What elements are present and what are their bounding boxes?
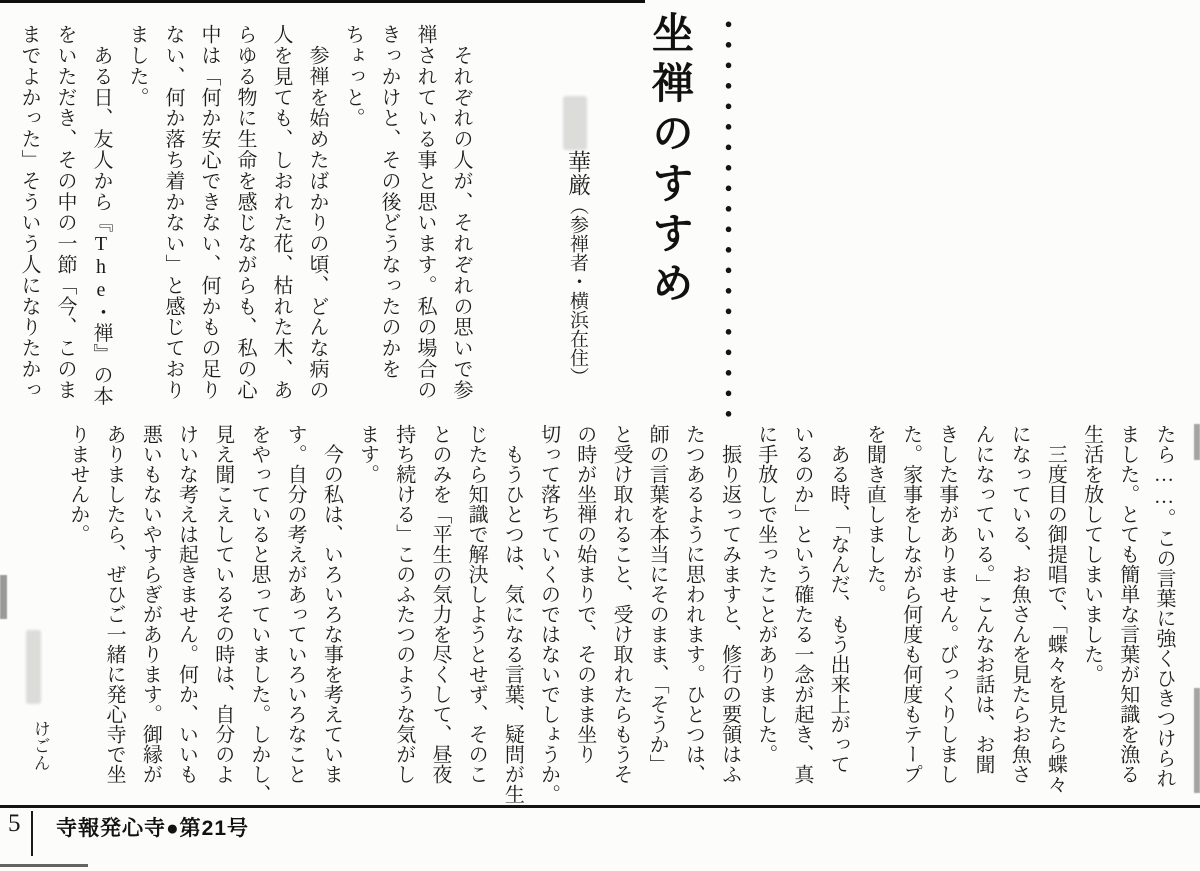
text-column: たら……。この言葉に強くひきつけられ (1153, 424, 1175, 788)
text-column: じたら知識で解決しようとせず、そのこ (465, 424, 488, 784)
footer-rule (0, 805, 1200, 808)
text-column: ある日、友人から『The・禅』の本 (90, 24, 112, 407)
text-column: ある時、「なんだ、もう出来上がって (827, 424, 850, 774)
text-column: ます。 (356, 424, 379, 484)
text-column: 振り返ってみますと、修行の要領はふ (718, 424, 741, 784)
text-column: を聞き直しました。 (863, 424, 886, 604)
text-column: 切って落ちていくのではないでしょうか。 (537, 424, 560, 804)
text-column: 生活を放してしまいました。 (1080, 424, 1103, 684)
text-column: ない、何か落ち着かない」と感じており (162, 24, 184, 401)
text-column: けいな考えは起きません。何か、いいも (175, 424, 198, 784)
text-column: 禅されている事と思います。私の場合の (414, 24, 436, 401)
bottom-text-columns (60, 412, 1182, 810)
text-column: たつあるように思われます。ひとつは、 (682, 424, 705, 784)
text-column: 中は「何か安心できない、何かもの足り (198, 24, 220, 401)
top-text-columns (11, 8, 479, 407)
bottom-edge-line (0, 864, 88, 867)
scan-artifact (0, 575, 7, 619)
author-note: （参禅者・横浜在住） (567, 196, 588, 386)
text-column: の時が坐禅の始まりで、そのまま坐り (573, 424, 596, 764)
right-edge-fragment (1194, 424, 1200, 460)
footer-divider (31, 811, 33, 856)
article-title: 坐禅のすすめ (646, 11, 692, 311)
text-column: をやっていると思っていました。しかし、 (247, 424, 270, 804)
article-body-section (28, 412, 1182, 810)
right-edge-fragment (1194, 688, 1200, 793)
text-column: 持ち続ける」このふたつのような気がし (392, 424, 415, 784)
text-column: とのみを「平生の気力を尽くして、昼夜 (428, 424, 451, 784)
page-number: 5 (8, 810, 21, 837)
text-column: までよかった」そういう人になりたかっ (18, 24, 40, 401)
text-column: た。家事をしながら何度も何度もテープ (899, 424, 922, 784)
text-column: いるのか」という確たる一念が起き、真 (790, 424, 813, 784)
text-column: 悪いもないやすらぎがあります。御縁が (139, 424, 162, 784)
text-column: 人を見ても、しおれた花、枯れた木、あ (270, 24, 292, 401)
text-column: になっている、お魚さんを見たらお魚さ (1008, 424, 1031, 784)
text-column: もうひとつは、気になる言葉、疑問が生 (501, 424, 524, 804)
text-column: らゆる物に生命を感じながらも、私の心 (234, 24, 256, 401)
top-border-line (0, 0, 645, 3)
text-column: きっかけと、その後どうなったのかを (378, 24, 400, 380)
text-column: 師の言葉を本当にそのまま、「そうか」 (646, 424, 669, 774)
text-column: 見え聞こえしているその時は、自分のよ (211, 424, 234, 784)
text-column: きした事がありません。びっくりしまし (935, 424, 958, 784)
text-column: 参禅を始めたばかりの頃、どんな病の (306, 24, 328, 401)
text-column: す。自分の考えがあっていろいろなこと (284, 424, 307, 784)
text-column: ました。とても簡単な言葉が知識を漁る (1116, 424, 1139, 784)
author-name: 華厳 (565, 150, 590, 196)
ornament-dots-line: ●●●●●●●●●●●●●●●●●●●● (721, 16, 736, 426)
text-column: りませんか。 (66, 424, 89, 544)
text-column: んになっている。」こんなお話は、お聞 (971, 424, 994, 774)
text-column: ました。 (126, 24, 148, 108)
text-column: 今の私は、いろいろな事を考えていま (320, 424, 343, 784)
text-column: をいただき、その中の一節「今、このま (54, 24, 76, 401)
text-column: ありましたら、ぜひご一緒に発心寺で坐 (103, 424, 126, 784)
article-author-line (557, 8, 597, 402)
text-column: ちょっと。 (342, 24, 364, 129)
text-column: と受け取れること、受け取れたらもうそ (609, 424, 632, 784)
article-header-section (11, 8, 745, 426)
publication-title: 寺報発心寺●第21号 (56, 817, 250, 840)
text-column: に手放しで坐ったことがありました。 (754, 424, 777, 764)
text-column: 三度目の御提唱で、「蝶々を見たら蝶々 (1044, 424, 1067, 794)
author-signature-kana: けごん (30, 720, 50, 771)
text-column: それぞれの人が、それぞれの思いで参 (450, 24, 472, 401)
